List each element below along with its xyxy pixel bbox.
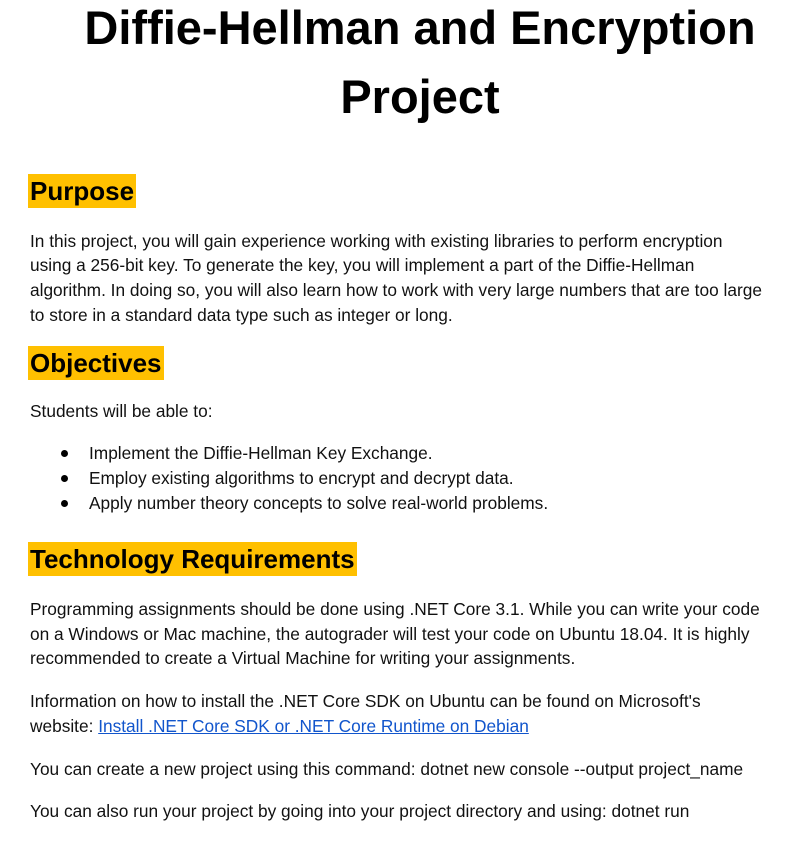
tech-text-line: recommended to create a Virtual Machine for writing your assignments. [30,648,576,668]
objectives-intro: Students will be able to: [30,401,213,421]
purpose-heading: Purpose [30,176,135,206]
technology-requirements-heading: Technology Requirements [30,544,355,574]
objective-item: Implement the Diffie-Hellman Key Exchange. [89,443,433,463]
run-project-text: You can also run your project by going into your project directory and using: dotnet run [30,801,690,821]
document-title-line-2: Project [340,70,500,123]
purpose-text-line: In this project, you will gain experience working with existing libraries to perform encryption [30,231,723,251]
objectives-heading: Objectives [30,348,162,378]
objective-item: Employ existing algorithms to encrypt and decrypt data. [89,468,514,488]
tech-text-line: on a Windows or Mac machine, the autograder will test your code on Ubuntu 18.04. It is highly [30,624,750,644]
objective-item: Apply number theory concepts to solve real-world problems. [89,493,549,513]
document-title-line-1: Diffie-Hellman and Encryption [84,1,756,54]
website-label: website: [30,716,99,736]
install-info-line-2 [30,714,529,738]
purpose-text-line: algorithm. In doing so, you will also learn how to work with very large numbers that are too large [30,280,762,300]
tech-text-line: Programming assignments should be done using .NET Core 3.1. While you can write your code [30,599,760,619]
bullet-icon [61,450,68,457]
purpose-text-line: using a 256-bit key. To generate the key, you will implement a part of the Diffie-Hellman [30,255,695,275]
create-project-text: You can create a new project using this command: dotnet new console --output project_name [30,759,744,779]
bullet-icon [61,500,68,507]
purpose-text-line: to store in a standard data type such as integer or long. [30,305,453,325]
install-dotnet-link[interactable]: Install .NET Core SDK or .NET Core Runtime on Debian [98,716,529,736]
install-info-line: Information on how to install the .NET Core SDK on Ubuntu can be found on Microsoft's [30,691,701,711]
bullet-icon [61,475,68,482]
